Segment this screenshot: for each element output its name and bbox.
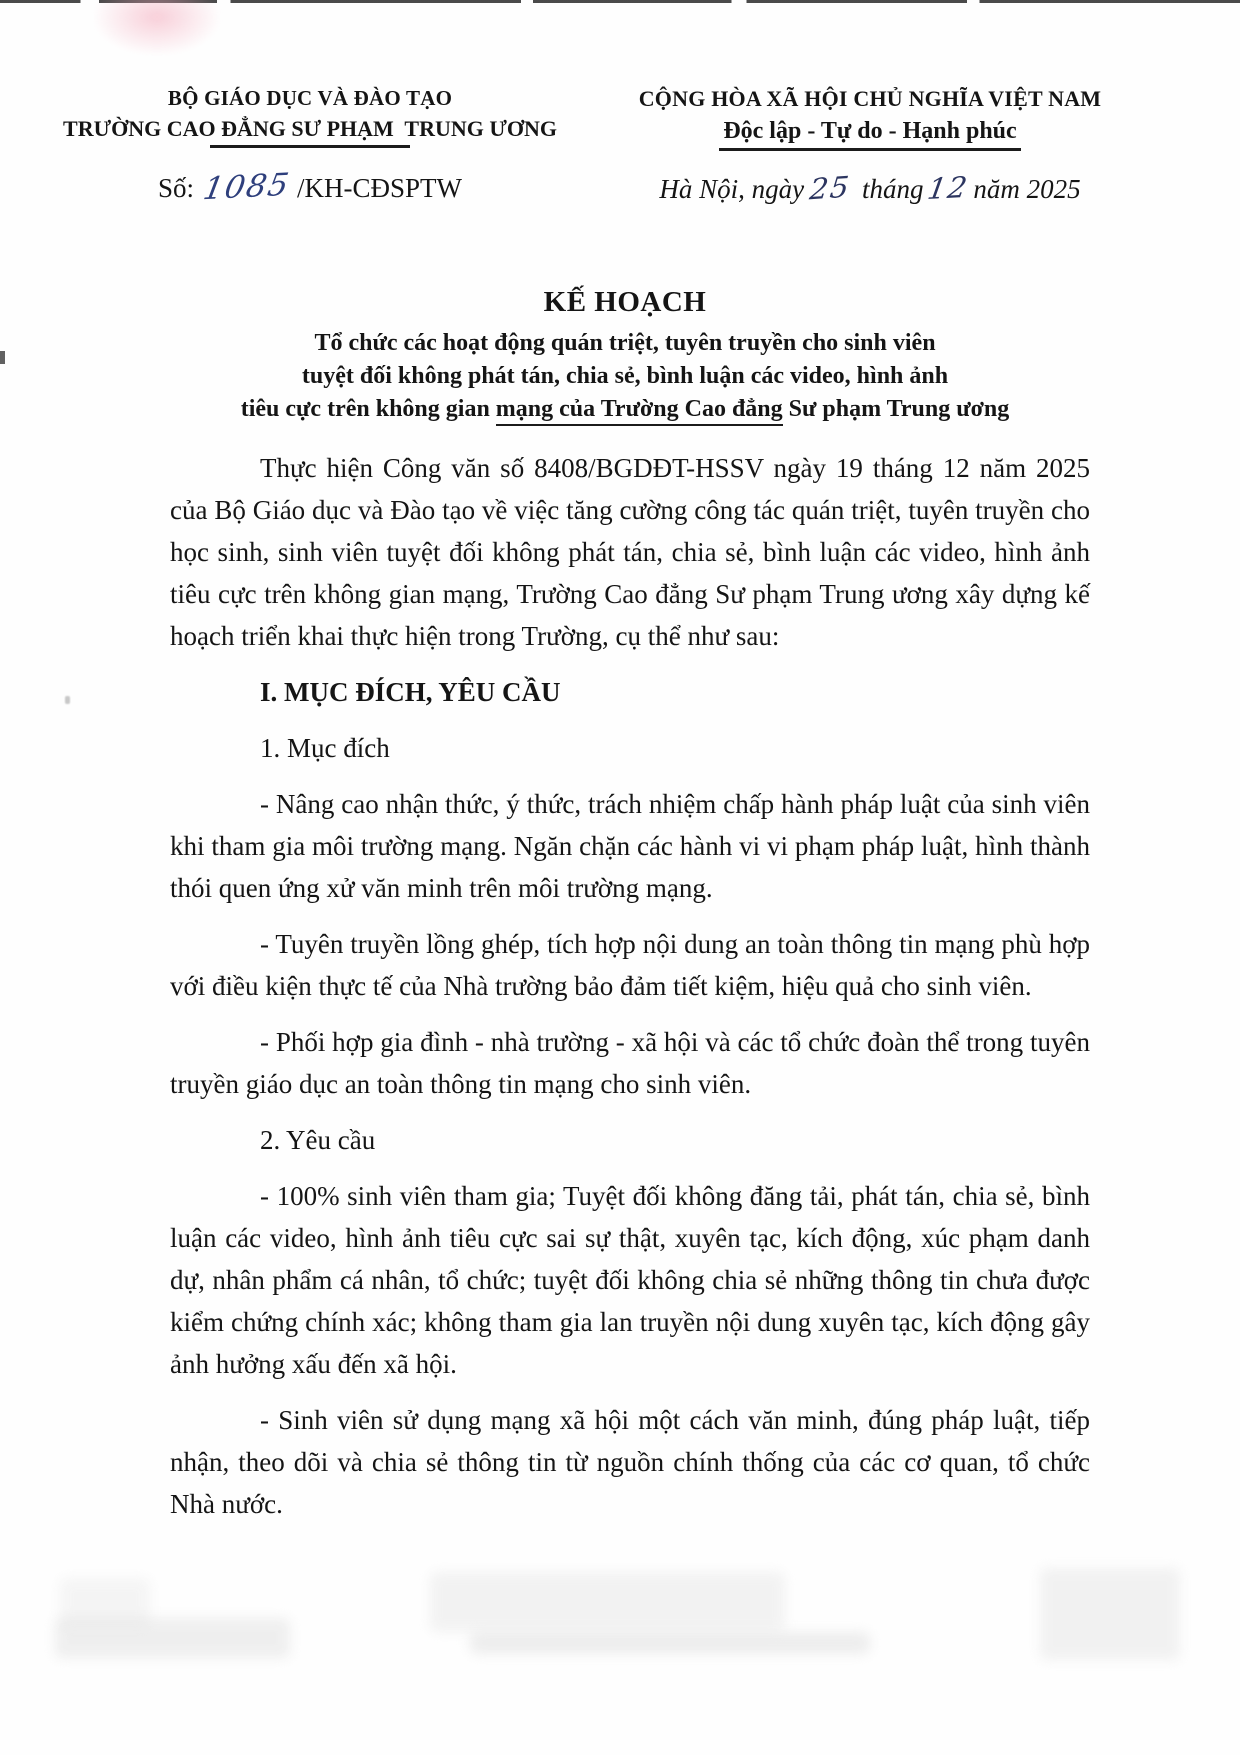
document-subtitle-line3 [145,393,1105,426]
document-body [170,447,1090,1539]
national-header-block [560,86,1180,205]
document-subtitle-line1: Tổ chức các hoạt động quán triệt, tuyên truyền cho sinh viên [314,330,936,356]
bleedthrough-artifact [470,1632,870,1654]
purpose-bullet-1: - Nâng cao nhận thức, ý thức, trách nhiệm chấp hành pháp luật của sinh viên khi tham gia môi trường mạng. Ngăn chặn các hành vi vi phạm pháp luật, hình thành thói quen ứng xử văn minh trên môi trường mạng. [170,789,1090,903]
issuing-org-block [60,86,560,208]
subsection-1-heading: 1. Mục đích [260,733,390,763]
national-motto: Độc lập - Tự do - Hạnh phúc [719,118,1020,151]
document-title-block [145,286,1105,426]
document-title: KẾ HOẠCH [543,286,707,318]
purpose-bullet-2: - Tuyên truyền lồng ghép, tích hợp nội dung an toàn thông tin mạng phù hợp với điều kiện thực tế của Nhà trường bảo đảm tiết kiệm, hiệu quả cho sinh viên. [170,929,1090,1001]
subtitle-line3-pre: tiêu cực trên không gian [240,396,496,422]
parent-ministry-name: BỘ GIÁO DỤC VÀ ĐÀO TẠO [167,86,453,110]
subtitle-line3-post: Sư phạm Trung ương [782,396,1010,422]
date-suffix: năm 2025 [973,174,1081,204]
stamp-smudge-artifact [92,0,222,56]
bleedthrough-artifact [60,1578,150,1628]
doc-number-handwritten: 1085 [200,166,293,208]
date-month-handwritten: 12 [924,169,971,207]
requirement-bullet-2: - Sinh viên sử dụng mạng xã hội một cách văn minh, đúng pháp luật, tiếp nhận, theo dõi và chia sẻ thông tin từ nguồn chính thống của các cơ quan, tổ chức Nhà nước. [170,1405,1090,1519]
document-header [60,86,1180,208]
doc-number-suffix: /KH-CĐSPTW [296,173,462,203]
org-underline [210,145,410,148]
bleedthrough-artifact [430,1572,785,1632]
place-date-line [560,169,1180,207]
date-mid: tháng [861,174,924,204]
document-subtitle-line2: tuyệt đối không phát tán, chia sẻ, bình luận các video, hình ảnh [301,363,949,389]
purpose-bullet-3: - Phối hợp gia đình - nhà trường - xã hội và các tổ chức đoàn thể trong tuyên truyền giáo dục an toàn thông tin mạng cho sinh viên. [170,1027,1090,1099]
date-day-handwritten: 25 [808,169,853,207]
section-1-heading: I. MỤC ĐÍCH, YÊU CẦU [260,677,561,707]
school-name: TRƯỜNG CAO ĐẲNG SƯ PHẠM TRUNG ƯƠNG [63,116,557,141]
doc-number-prefix: Số: [158,173,195,203]
subsection-2-heading: 2. Yêu cầu [260,1125,376,1155]
requirement-bullet-1: - 100% sinh viên tham gia; Tuyệt đối không đăng tải, phát tán, chia sẻ, bình luận các video, hình ảnh tiêu cực sai sự thật, xuyên tạc, kích động, xúc phạm danh dự, nhân phẩm cá nhân, tổ chức; tuyệt đối không chia sẻ những thông tin chưa được kiểm chứng chính xác; không tham gia lan truyền nội dung xuyên tạc, kích động gây ảnh hưởng xấu đến xã hội. [170,1181,1090,1379]
bleedthrough-artifact [1040,1568,1180,1660]
opening-paragraph: Thực hiện Công văn số 8408/BGDĐT-HSSV ngày 19 tháng 12 năm 2025 của Bộ Giáo dục và Đào tạo về việc tăng cường công tác quán triệt, tuyên truyền cho học sinh, sinh viên tuyệt đối không phát tán, chia sẻ, bình luận các video, hình ảnh tiêu cực trên không gian mạng, Trường Cao đẳng Sư phạm Trung ương xây dựng kế hoạch triển khai thực hiện trong Trường, cụ thể như sau: [170,453,1090,651]
scan-margin-mark [0,351,5,364]
subtitle-line3-underlined: mạng của Trường Cao đẳng [496,396,783,426]
country-title: CỘNG HÒA XÃ HỘI CHỦ NGHĨA VIỆT NAM [638,86,1102,111]
date-prefix: Hà Nội, ngày [659,174,805,204]
scan-speck [65,696,70,704]
document-number-line [60,166,560,208]
